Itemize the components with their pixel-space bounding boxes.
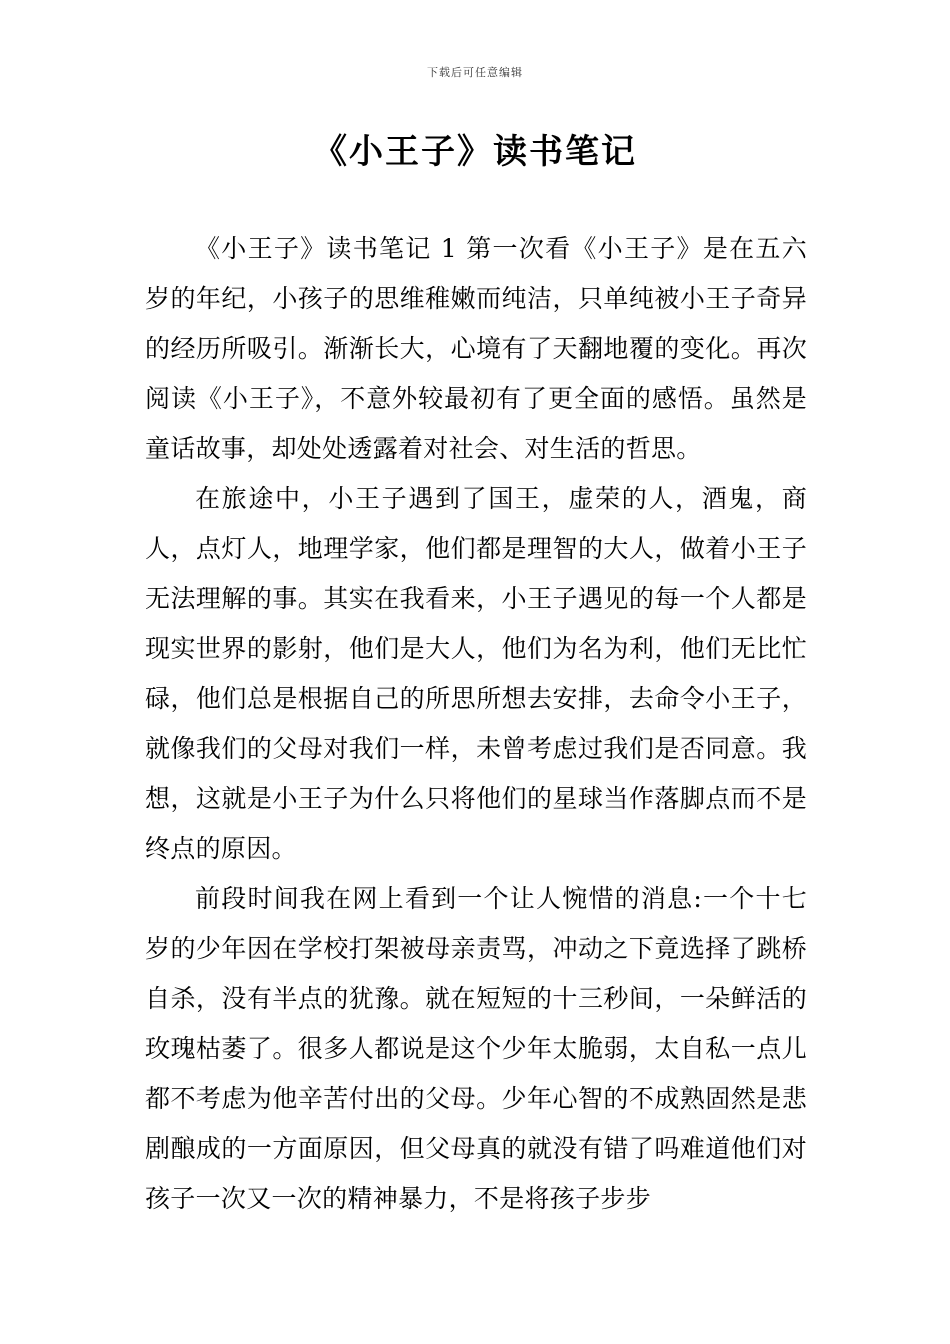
paragraph-1: 《小王子》读书笔记 1 第一次看《小王子》是在五六岁的年纪，小孩子的思维稚嫩而纯洁，只单纯被小王子奇异的经历所吸引。渐渐长大，心境有了天翻地覆的变化。再次阅读《小王子》，不意外较最初有了更全面的感悟。虽然是童话故事，却处处透露着对社会、对生活的哲思。 xyxy=(145,234,807,463)
header-note: 下载后可任意编辑 xyxy=(427,66,523,79)
paragraph-2: 在旅途中，小王子遇到了国王，虚荣的人，酒鬼，商人，点灯人，地理学家，他们都是理智的大人，做着小王子无法理解的事。其实在我看来，小王子遇见的每一个人都是现实世界的影射，他们是大人，他们为名为利，他们无比忙碌，他们总是根据自己的所思所想去安排，去命令小王子，就像我们的父母对我们一样，未曾考虑过我们是否同意。我想，这就是小王子为什么只将他们的星球当作落脚点而不是终点的原因。 xyxy=(145,484,807,863)
paragraph-3: 前段时间我在网上看到一个让人惋惜的消息:一个十七岁的少年因在学校打架被母亲责骂，冲动之下竟选择了跳桥自杀，没有半点的犹豫。就在短短的十三秒间，一朵鲜活的玫瑰枯萎了。很多人都说是这个少年太脆弱，太自私一点儿都不考虑为他辛苦付出的父母。少年心智的不成熟固然是悲剧酿成的一方面原因，但父母真的就没有错了吗难道他们对孩子一次又一次的精神暴力，不是将孩子步步 xyxy=(145,884,807,1213)
document-body xyxy=(145,224,807,1224)
document-title: 《小王子》读书笔记 xyxy=(313,132,637,172)
